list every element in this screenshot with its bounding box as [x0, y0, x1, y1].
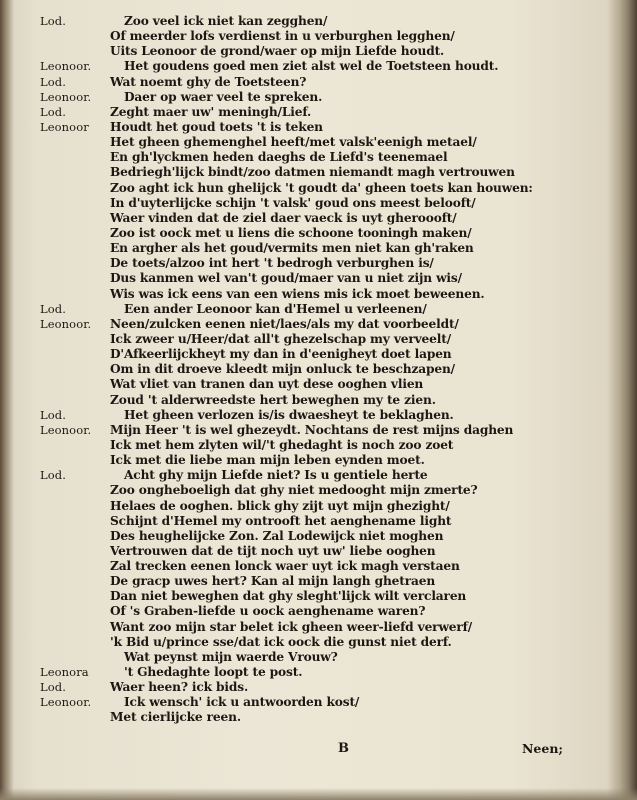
dialogue-line — [0, 165, 637, 180]
dialogue-line — [0, 589, 637, 604]
dialogue-line — [0, 635, 637, 650]
dialogue-line — [0, 120, 637, 135]
verse-text: Want zoo mijn star belet ick gheen weer-liefd verwerf/ — [110, 619, 473, 634]
dialogue-line — [0, 271, 637, 286]
dialogue-line — [0, 181, 637, 196]
verse-text: Mijn Heer 't is wel ghezeydt. Nochtans de rest mijns daghen — [110, 422, 514, 437]
verse-text: Wat vliet van tranen dan uyt dese ooghen vlien — [110, 377, 424, 392]
speaker-name: Leonora — [40, 665, 89, 680]
dialogue-line — [0, 90, 637, 105]
page-bottom-shadow — [0, 788, 637, 800]
verse-text: Neen/zulcken eenen niet/laes/als my dat voorbeeldt/ — [110, 316, 459, 331]
dialogue-line — [0, 75, 637, 90]
dialogue-line — [0, 393, 637, 408]
speaker-name: Leonoor. — [40, 422, 92, 437]
dialogue-line — [0, 529, 637, 544]
verse-text: Des heughelijcke Zon. Zal Lodewijck niet moghen — [110, 528, 444, 543]
dialogue-line — [0, 256, 637, 271]
dialogue-line — [0, 559, 637, 574]
dialogue-line — [0, 362, 637, 377]
verse-text: De toets/alzoo int hert 't bedrogh verburghen is/ — [110, 256, 434, 271]
dialogue-line — [0, 241, 637, 256]
verse-text: Een ander Leonoor kan d'Hemel u verleenen/ — [124, 301, 427, 316]
dialogue-line — [0, 468, 637, 483]
speaker-name: Lod. — [40, 468, 66, 483]
verse-text: Zoo aght ick hun ghelijck 't goudt da' gheen toets kan houwen: — [110, 180, 533, 195]
dialogue-line — [0, 544, 637, 559]
dialogue-line — [0, 604, 637, 619]
dialogue-line — [0, 650, 637, 665]
verse-text: Ick met die liebe man mijn leben eynden moet. — [110, 453, 425, 468]
verse-text: Houdt het goud toets 't is teken — [110, 119, 323, 134]
dialogue-line — [0, 347, 637, 362]
verse-text: Zal trecken eenen lonck waer uyt ick magh verstaen — [110, 559, 460, 574]
dialogue-line — [0, 514, 637, 529]
verse-text: Dan niet beweghen dat ghy sleght'lijck wilt verclaren — [110, 589, 467, 604]
dialogue-line — [0, 196, 637, 211]
verse-text: Zoo veel ick niet kan zegghen/ — [124, 14, 328, 28]
verse-text: Uits Leonoor de grond/waer op mijn Liefde houdt. — [110, 44, 445, 59]
verse-text: D'Afkeerlijckheyt my dan in d'eenigheyt doet lapen — [110, 347, 452, 362]
dialogue-line — [0, 105, 637, 120]
verse-text: Zoo ist oock met u liens die schoone tooningh maken/ — [110, 225, 472, 240]
dialogue-line — [0, 302, 637, 317]
page-footer — [0, 741, 637, 761]
speaker-name: Lod. — [40, 301, 66, 316]
dialogue-line — [0, 438, 637, 453]
dialogue-line — [0, 695, 637, 710]
verse-text: En gh'lyckmen heden daeghs de Liefd's teenemael — [110, 150, 448, 165]
speaker-name: Leonoor. — [40, 89, 92, 104]
dialogue-line — [0, 317, 637, 332]
verse-text: Of meerder lofs verdienst in u verburghen legghen/ — [110, 29, 455, 44]
verse-text: Ick wensch' ick u antwoorden kost/ — [124, 695, 360, 710]
verse-text: In d'uyterlijcke schijn 't valsk' goud ons meest belooft/ — [110, 195, 476, 210]
verse-text: De gracp uwes hert? Kan al mijn langh ghetraen — [110, 574, 436, 589]
catchword: Neen; — [522, 741, 564, 756]
speaker-name: Lod. — [40, 74, 66, 89]
dialogue-line — [0, 29, 637, 44]
dialogue-line — [0, 620, 637, 635]
dialogue-line — [0, 680, 637, 695]
verse-text: Zoo ongheboeligh dat ghy niet medooght mijn zmerte? — [110, 483, 478, 498]
verse-text: Met cierlijcke reen. — [110, 710, 241, 725]
speaker-name: Leonoor. — [40, 695, 92, 710]
verse-text: Het goudens goed men ziet alst wel de Toetsteen houdt. — [124, 59, 499, 74]
play-text — [0, 14, 637, 726]
verse-text: Het gheen verlozen is/is dwaesheyt te beklaghen. — [124, 407, 454, 422]
verse-text: Schijnt d'Hemel my ontrooft het aenghename light — [110, 513, 452, 528]
verse-text: Daer op waer veel te spreken. — [124, 89, 323, 104]
dialogue-line — [0, 14, 637, 29]
dialogue-line — [0, 423, 637, 438]
dialogue-line — [0, 44, 637, 59]
dialogue-line — [0, 453, 637, 468]
signature-mark: B — [338, 741, 349, 756]
dialogue-line — [0, 408, 637, 423]
speaker-name: Lod. — [40, 407, 66, 422]
dialogue-line — [0, 226, 637, 241]
speaker-name: Lod. — [40, 14, 66, 28]
verse-text: Zeght maer uw' meningh/Lief. — [110, 104, 312, 119]
dialogue-line — [0, 135, 637, 150]
dialogue-line — [0, 710, 637, 725]
verse-text: Ick met hem zlyten wil/'t ghedaght is noch zoo zoet — [110, 437, 454, 452]
speaker-name: Leonoor — [40, 119, 89, 134]
verse-text: Acht ghy mijn Liefde niet? Is u gentiele herte — [124, 468, 428, 483]
verse-text: 'k Bid u/prince sse/dat ick oock die gunst niet derf. — [110, 634, 452, 649]
speaker-name: Lod. — [40, 680, 66, 695]
verse-text: Of 's Graben-liefde u oock aenghename waren? — [110, 604, 426, 619]
dialogue-line — [0, 332, 637, 347]
verse-text: Vertrouwen dat de tijt noch uyt uw' liebe ooghen — [110, 543, 436, 558]
verse-text: Zoud 't alderwreedste hert beweghen my te zien. — [110, 392, 436, 407]
dialogue-line — [0, 574, 637, 589]
dialogue-line — [0, 211, 637, 226]
verse-text: Dus kanmen wel van't goud/maer van u niet zijn wis/ — [110, 271, 462, 286]
verse-text: Waer vinden dat de ziel daer vaeck is uyt gheroooft/ — [110, 210, 457, 225]
verse-text: Wat peynst mijn waerde Vrouw? — [124, 649, 338, 664]
verse-text: Wat noemt ghy de Toetsteen? — [110, 74, 307, 89]
verse-text: Bedriegh'lijck bindt/zoo datmen niemandt magh vertrouwen — [110, 165, 515, 180]
speaker-name: Leonoor. — [40, 316, 92, 331]
verse-text: Waer heen? ick bids. — [110, 680, 249, 695]
speaker-name: Leonoor. — [40, 59, 92, 74]
verse-text: Het gheen ghemenghel heeft/met valsk'eenigh metael/ — [110, 135, 477, 150]
verse-text: En argher als het goud/vermits men niet kan gh'raken — [110, 241, 474, 256]
dialogue-line — [0, 665, 637, 680]
verse-text: Ick zweer u/Heer/dat all't ghezelschap my verveelt/ — [110, 331, 452, 346]
verse-text: Wis was ick eens van een wiens mis ick moet beweenen. — [110, 286, 485, 301]
dialogue-line — [0, 377, 637, 392]
dialogue-line — [0, 59, 637, 74]
verse-text: 't Ghedaghte loopt te post. — [124, 665, 303, 680]
verse-text: Om in dit droeve kleedt mijn onluck te beschzapen/ — [110, 362, 455, 377]
speaker-name: Lod. — [40, 104, 66, 119]
dialogue-line — [0, 287, 637, 302]
dialogue-line — [0, 150, 637, 165]
dialogue-line — [0, 499, 637, 514]
verse-text: Helaes de ooghen. blick ghy zijt uyt mijn ghezight/ — [110, 498, 450, 513]
dialogue-line — [0, 483, 637, 498]
